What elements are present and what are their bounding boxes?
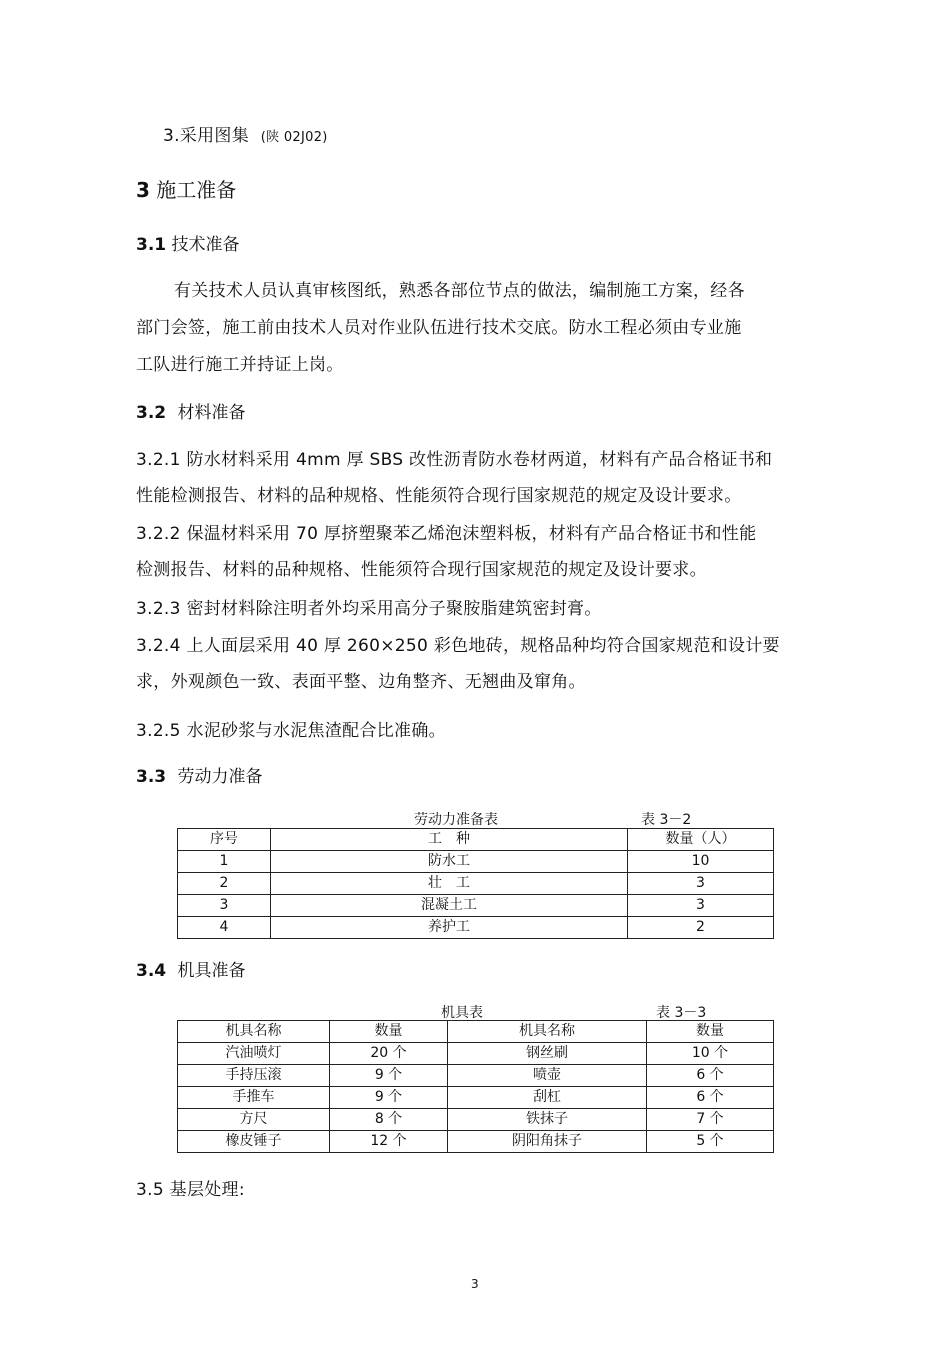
section-3-2-title: 材料准备 bbox=[177, 403, 246, 423]
section-3-4-title: 机具准备 bbox=[177, 961, 246, 981]
labor-cell-trade: 防水工 bbox=[271, 851, 628, 873]
section-3-title: 施工准备 bbox=[156, 178, 237, 202]
tool-cell-name: 刮杠 bbox=[448, 1087, 647, 1109]
tool-cell-count: 12 个 bbox=[330, 1131, 448, 1153]
paragraph-3-2-3: 3.2.3 密封材料除注明者外均采用高分子聚胺脂建筑密封膏。 bbox=[136, 599, 602, 619]
tool-cell-count: 8 个 bbox=[330, 1109, 448, 1131]
table-row bbox=[178, 1131, 774, 1153]
section-3-4-heading bbox=[136, 956, 246, 981]
labor-cell-count: 3 bbox=[628, 895, 774, 917]
labor-cell-count: 2 bbox=[628, 917, 774, 939]
atlas-line bbox=[163, 121, 328, 146]
table-row bbox=[178, 851, 774, 873]
tool-header-name-1: 机具名称 bbox=[178, 1021, 330, 1043]
section-3-1-number: 3.1 bbox=[136, 235, 167, 255]
table-row bbox=[178, 1087, 774, 1109]
labor-table-header bbox=[178, 829, 774, 851]
tool-cell-name: 铁抹子 bbox=[448, 1109, 647, 1131]
labor-cell-trade: 混凝土工 bbox=[271, 895, 628, 917]
tool-cell-count: 6 个 bbox=[647, 1065, 774, 1087]
paragraph-3-2-2-line-2: 检测报告、材料的品种规格、性能须符合现行国家规范的规定及设计要求。 bbox=[136, 560, 707, 580]
labor-cell-count: 10 bbox=[628, 851, 774, 873]
tool-header-name-2: 机具名称 bbox=[448, 1021, 647, 1043]
tool-cell-count: 20 个 bbox=[330, 1043, 448, 1065]
section-3-number: 3 bbox=[136, 178, 150, 202]
table-row bbox=[178, 895, 774, 917]
table-row bbox=[178, 1065, 774, 1087]
tool-cell-count: 9 个 bbox=[330, 1065, 448, 1087]
paragraph-3-2-1-line-1: 3.2.1 防水材料采用 4mm 厚 SBS 改性沥青防水卷材两道，材料有产品合格证书和 bbox=[136, 450, 773, 470]
labor-cell-index: 2 bbox=[178, 873, 271, 895]
atlas-main: 3.采用图集 bbox=[163, 126, 250, 146]
page-number: 3 bbox=[471, 1277, 479, 1291]
tool-cell-name: 手推车 bbox=[178, 1087, 330, 1109]
tool-header-count-1: 数量 bbox=[330, 1021, 448, 1043]
tool-cell-name: 汽油喷灯 bbox=[178, 1043, 330, 1065]
tool-cell-name: 橡皮锤子 bbox=[178, 1131, 330, 1153]
paragraph-3-1-line-3: 工队进行施工并持证上岗。 bbox=[136, 355, 344, 375]
tool-cell-count: 7 个 bbox=[647, 1109, 774, 1131]
tool-cell-name: 钢丝刷 bbox=[448, 1043, 647, 1065]
tool-cell-count: 6 个 bbox=[647, 1087, 774, 1109]
labor-cell-count: 3 bbox=[628, 873, 774, 895]
labor-cell-trade: 壮 工 bbox=[271, 873, 628, 895]
tool-table-ref: 表 3－3 bbox=[656, 1005, 707, 1021]
paragraph-3-1-line-1: 有关技术人员认真审核图纸，熟悉各部位节点的做法，编制施工方案，经各 bbox=[174, 281, 745, 301]
tool-cell-name: 方尺 bbox=[178, 1109, 330, 1131]
paragraph-3-2-1-line-2: 性能检测报告、材料的品种规格、性能须符合现行国家规范的规定及设计要求。 bbox=[136, 486, 742, 506]
section-3-5-heading: 3.5 基层处理: bbox=[136, 1180, 245, 1200]
labor-table bbox=[177, 828, 774, 939]
labor-header-trade: 工 种 bbox=[271, 829, 628, 851]
tool-cell-name: 手持压滚 bbox=[178, 1065, 330, 1087]
paragraph-3-2-4-line-1: 3.2.4 上人面层采用 40 厚 260×250 彩色地砖，规格品种均符合国家规范和设计要 bbox=[136, 636, 780, 656]
labor-cell-index: 3 bbox=[178, 895, 271, 917]
section-3-1-heading bbox=[136, 230, 240, 255]
tool-cell-count: 9 个 bbox=[330, 1087, 448, 1109]
atlas-code: (陕 02J02) bbox=[260, 130, 328, 145]
tool-table bbox=[177, 1020, 774, 1153]
labor-header-index: 序号 bbox=[178, 829, 271, 851]
paragraph-3-1-line-2: 部门会签，施工前由技术人员对作业队伍进行技术交底。防水工程必须由专业施 bbox=[136, 318, 742, 338]
tool-cell-count: 5 个 bbox=[647, 1131, 774, 1153]
section-3-2-number: 3.2 bbox=[136, 403, 167, 423]
section-3-2-heading bbox=[136, 398, 246, 423]
table-row bbox=[178, 873, 774, 895]
tool-header-count-2: 数量 bbox=[647, 1021, 774, 1043]
labor-table-ref: 表 3－2 bbox=[641, 812, 692, 828]
section-3-3-heading bbox=[136, 762, 263, 787]
tool-table-title: 机具表 bbox=[441, 1005, 483, 1021]
section-3-heading bbox=[136, 174, 236, 203]
table-row bbox=[178, 917, 774, 939]
paragraph-3-2-2-line-1: 3.2.2 保温材料采用 70 厚挤塑聚苯乙烯泡沫塑料板，材料有产品合格证书和性能 bbox=[136, 524, 757, 544]
labor-header-count: 数量（人） bbox=[628, 829, 774, 851]
table-row bbox=[178, 1109, 774, 1131]
labor-cell-trade: 养护工 bbox=[271, 917, 628, 939]
labor-table-title: 劳动力准备表 bbox=[414, 812, 498, 828]
tool-cell-name: 喷壶 bbox=[448, 1065, 647, 1087]
section-3-3-title: 劳动力准备 bbox=[177, 767, 263, 787]
tool-table-header bbox=[178, 1021, 774, 1043]
paragraph-3-2-5: 3.2.5 水泥砂浆与水泥焦渣配合比准确。 bbox=[136, 721, 446, 741]
table-row bbox=[178, 1043, 774, 1065]
paragraph-3-2-4-line-2: 求，外观颜色一致、表面平整、边角整齐、无翘曲及窜角。 bbox=[136, 672, 586, 692]
section-3-1-title: 技术准备 bbox=[171, 235, 240, 255]
labor-cell-index: 1 bbox=[178, 851, 271, 873]
section-3-4-number: 3.4 bbox=[136, 961, 167, 981]
tool-cell-name: 阴阳角抹子 bbox=[448, 1131, 647, 1153]
section-3-3-number: 3.3 bbox=[136, 767, 167, 787]
tool-cell-count: 10 个 bbox=[647, 1043, 774, 1065]
labor-cell-index: 4 bbox=[178, 917, 271, 939]
